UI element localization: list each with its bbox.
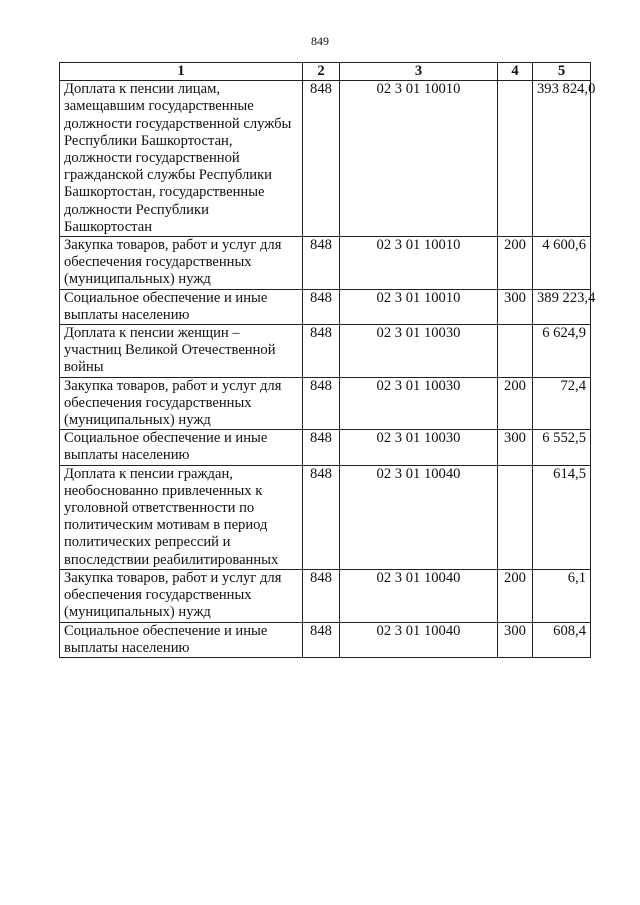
row-expense-type-cell: 300 — [498, 430, 533, 465]
row-expense-type-cell — [498, 465, 533, 569]
row-expense-type-cell: 300 — [498, 622, 533, 657]
header-col-2: 2 — [303, 63, 340, 81]
table-body — [60, 81, 596, 658]
budget-table — [59, 62, 596, 658]
row-expense-type-cell: 200 — [498, 377, 533, 430]
row-name-cell: Доплата к пенсии женщин – участниц Великой Отечественной войны — [60, 325, 303, 378]
row-amount-cell: 6 552,5 — [533, 430, 591, 465]
page-number: 849 — [311, 34, 329, 48]
row-target-article-cell: 02 3 01 10030 — [340, 430, 498, 465]
table-header — [60, 63, 591, 81]
header-col-3: 3 — [340, 63, 498, 81]
row-ministry-cell: 848 — [303, 377, 340, 430]
row-expense-type-cell — [498, 81, 533, 237]
row-ministry-cell: 848 — [303, 81, 340, 237]
row-amount-cell: 6,1 — [533, 569, 591, 622]
header-row — [60, 63, 591, 81]
row-target-article-cell: 02 3 01 10040 — [340, 569, 498, 622]
row-target-article-cell: 02 3 01 10030 — [340, 377, 498, 430]
table-row — [60, 237, 591, 290]
table-row — [60, 430, 591, 465]
row-target-article-cell: 02 3 01 10010 — [340, 237, 498, 290]
row-ministry-cell: 848 — [303, 325, 340, 378]
row-amount-cell: 72,4 — [533, 377, 591, 430]
row-amount-cell: 4 600,6 — [533, 237, 591, 290]
row-name-cell: Социальное обеспечение и иные выплаты населению — [60, 622, 303, 657]
row-expense-type-cell: 300 — [498, 289, 533, 324]
row-name-cell: Социальное обеспечение и иные выплаты населению — [60, 289, 303, 324]
row-ministry-cell: 848 — [303, 430, 340, 465]
row-name-cell: Закупка товаров, работ и услуг для обеспечения государственных (муниципальных) нужд — [60, 237, 303, 290]
header-col-4: 4 — [498, 63, 533, 81]
row-amount-cell: 614,5 — [533, 465, 591, 569]
table-row — [60, 622, 591, 657]
header-col-5: 5 — [533, 63, 591, 81]
row-target-article-cell: 02 3 01 10010 — [340, 81, 498, 237]
row-target-article-cell: 02 3 01 10040 — [340, 465, 498, 569]
table-row — [60, 569, 591, 622]
row-name-cell: Доплата к пенсии граждан, необоснованно привлеченных к уголовной ответственности по политическим мотивам в период политических репрессий и впоследствии реабилитированных — [60, 465, 303, 569]
row-ministry-cell: 848 — [303, 289, 340, 324]
table-row — [60, 325, 591, 378]
row-amount-cell: 608,4 — [533, 622, 591, 657]
header-col-1: 1 — [60, 63, 303, 81]
row-amount-cell: 389 223,4 — [533, 289, 591, 324]
row-name-cell: Закупка товаров, работ и услуг для обеспечения государственных (муниципальных) нужд — [60, 377, 303, 430]
row-target-article-cell: 02 3 01 10010 — [340, 289, 498, 324]
row-target-article-cell: 02 3 01 10030 — [340, 325, 498, 378]
row-ministry-cell: 848 — [303, 237, 340, 290]
row-amount-cell: 6 624,9 — [533, 325, 591, 378]
table-row — [60, 289, 591, 324]
row-target-article-cell: 02 3 01 10040 — [340, 622, 498, 657]
row-name-cell: Доплата к пенсии лицам, замещавшим государственные должности государственной службы Республики Башкортостан, должности государственной гражданской службы Республики Башкортостан, государственные должности Республики Башкортостан — [60, 81, 303, 237]
row-amount-cell: 393 824,0 — [533, 81, 591, 237]
row-expense-type-cell: 200 — [498, 569, 533, 622]
row-name-cell: Закупка товаров, работ и услуг для обеспечения государственных (муниципальных) нужд — [60, 569, 303, 622]
table-row — [60, 81, 591, 237]
table-row — [60, 465, 591, 569]
row-name-cell: Социальное обеспечение и иные выплаты населению — [60, 430, 303, 465]
row-expense-type-cell: 200 — [498, 237, 533, 290]
row-ministry-cell: 848 — [303, 569, 340, 622]
row-ministry-cell: 848 — [303, 622, 340, 657]
table-row — [60, 377, 591, 430]
row-ministry-cell: 848 — [303, 465, 340, 569]
row-expense-type-cell — [498, 325, 533, 378]
